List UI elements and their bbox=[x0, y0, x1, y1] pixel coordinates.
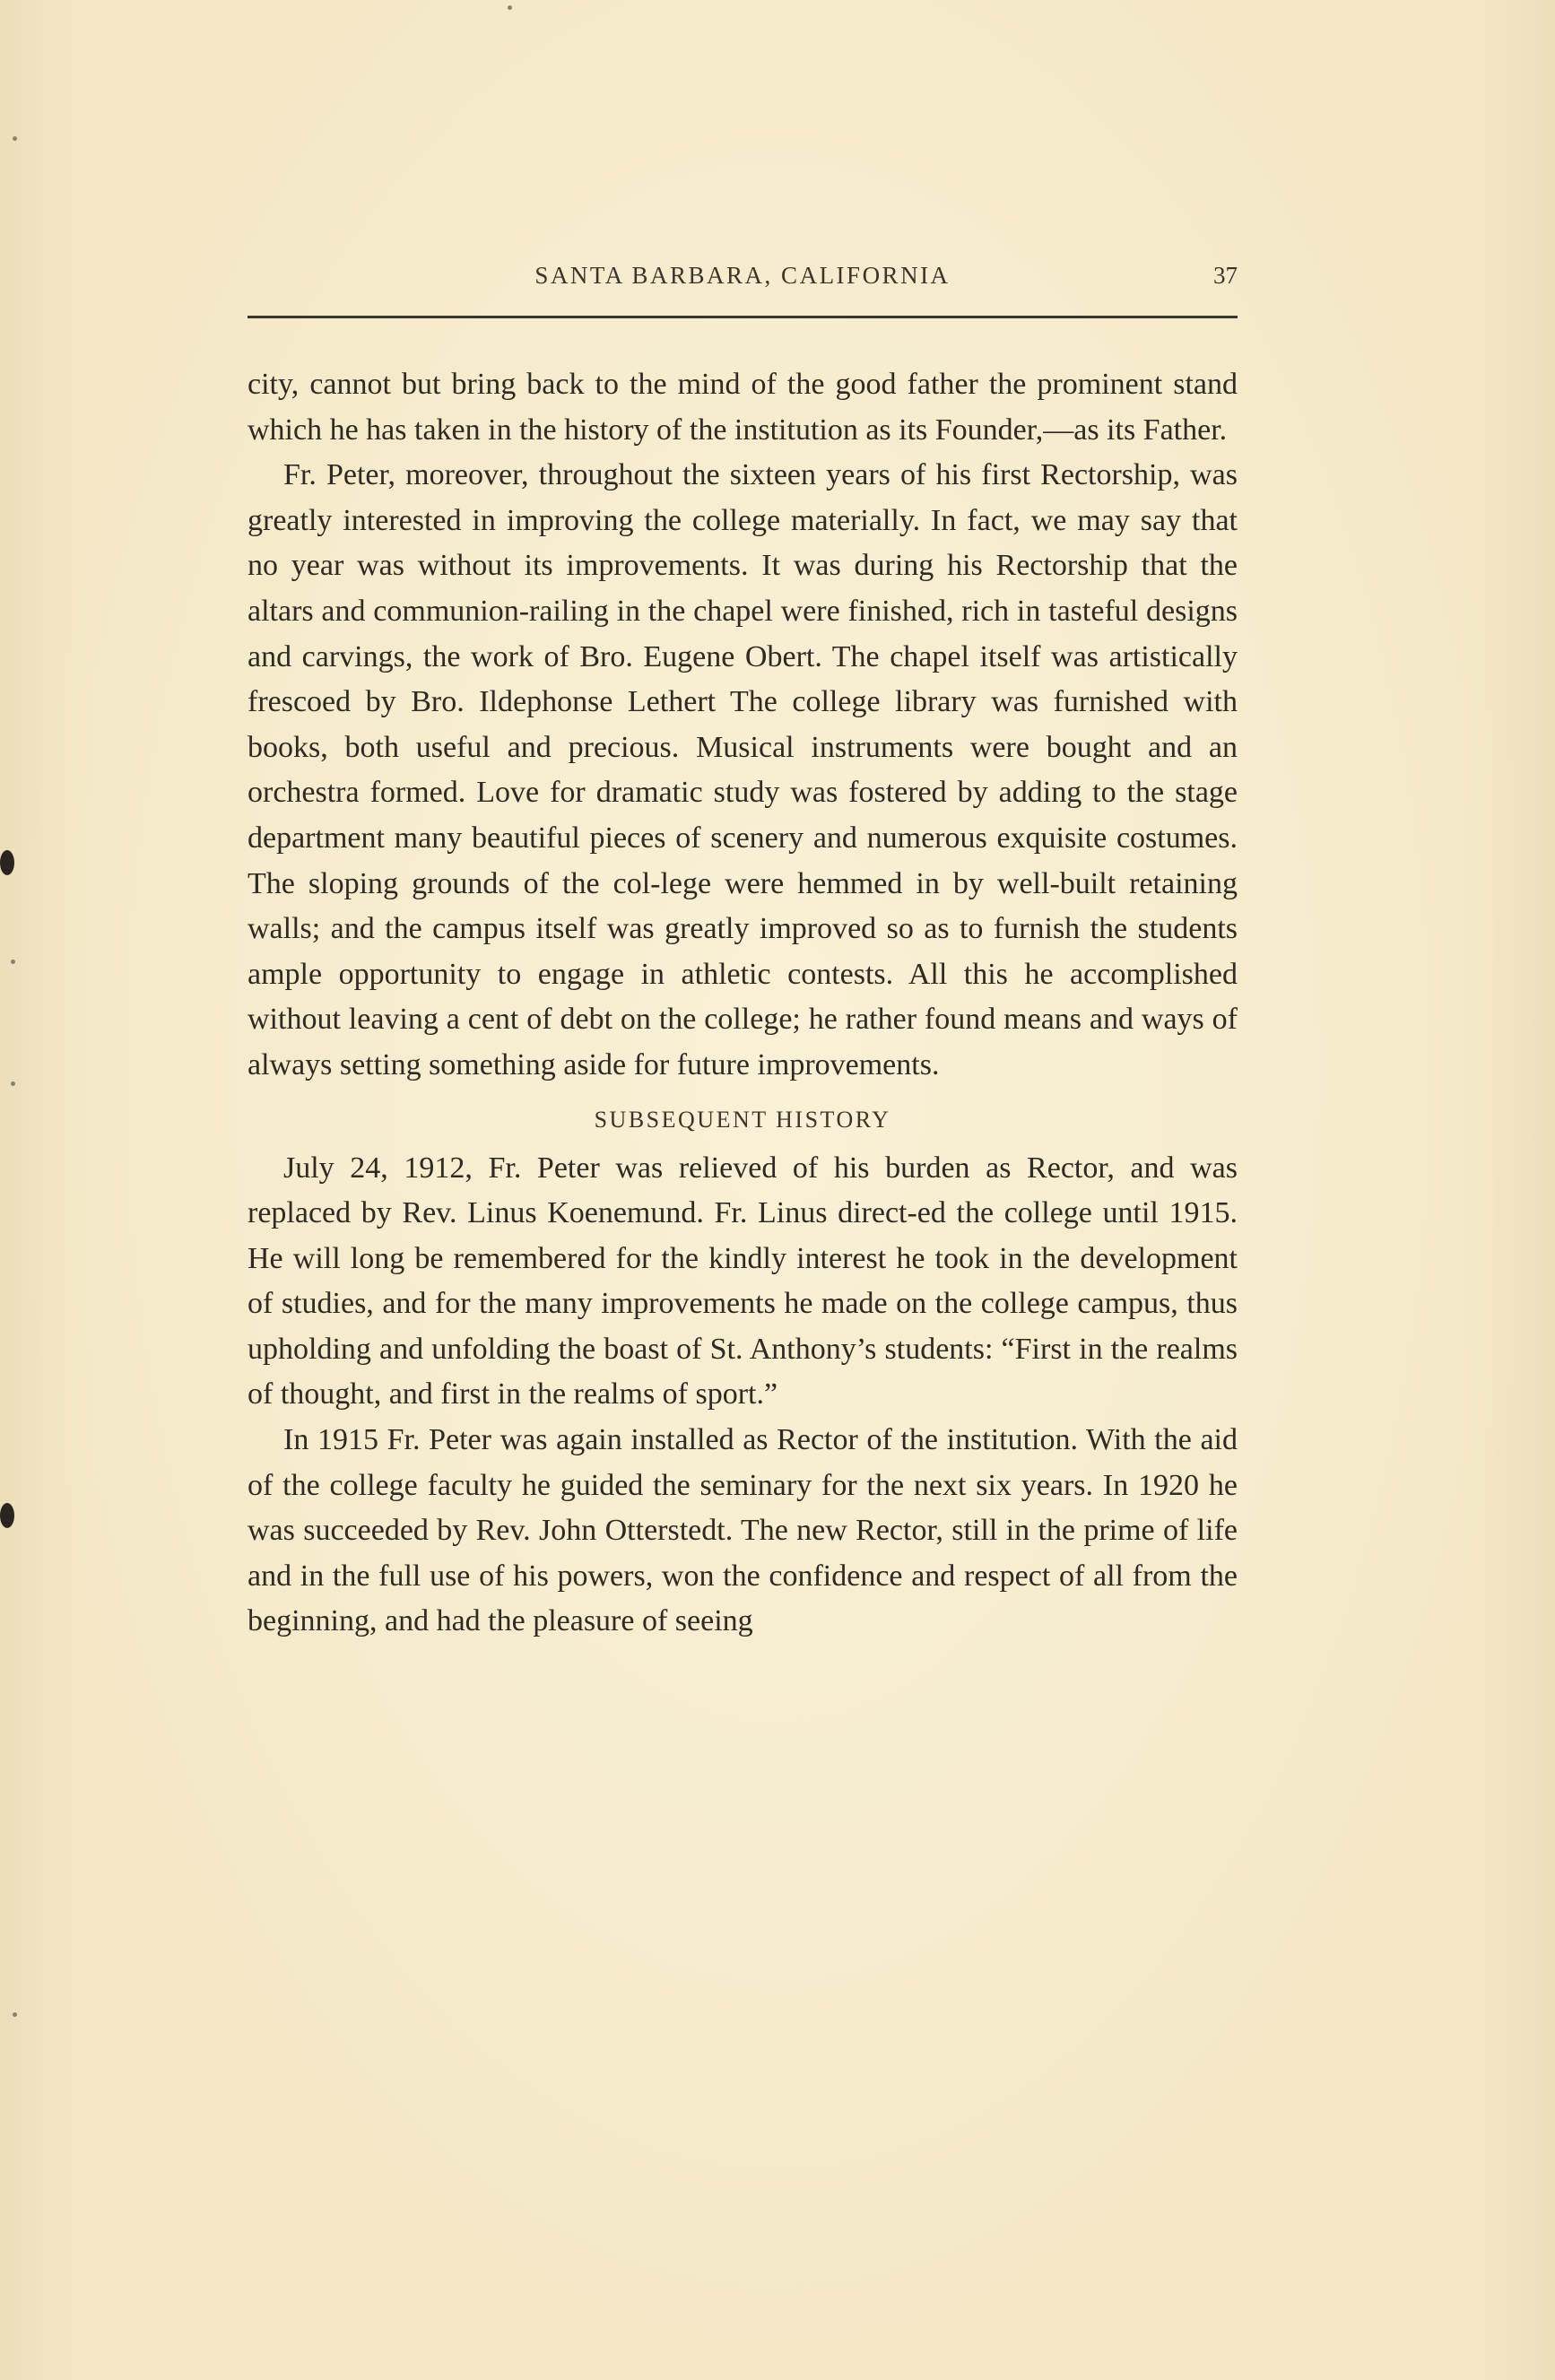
running-head bbox=[248, 262, 1238, 298]
margin-speck bbox=[508, 5, 512, 10]
binding-hole-lower bbox=[0, 1503, 14, 1528]
running-head-title: SANTA BARBARA, CALIFORNIA bbox=[534, 262, 951, 289]
margin-speck bbox=[11, 960, 15, 964]
header-rule bbox=[248, 316, 1238, 318]
binding-hole-upper bbox=[0, 850, 14, 875]
margin-speck bbox=[11, 1081, 15, 1086]
margin-speck bbox=[13, 2012, 17, 2017]
paragraph-continuation: city, cannot but bring back to the mind of the good father the prominent stand which he has taken in the history of the institution as its Founder,—as its Father. bbox=[248, 368, 1238, 447]
paragraph-koenemund: July 24, 1912, Fr. Peter was relieved of his burden as Rector, and was replaced by Rev. Linus Koenemund. Fr. Linus direct-ed the college until 1915. He will long be remembered for the kindly interest he took in the development of studies, and for the many improvements he made on the college campus, thus upholding and unfolding the boast of St. Anthony’s students: “First in the realms of thought, and first in the realms of sport.” bbox=[248, 1151, 1238, 1411]
margin-speck bbox=[13, 136, 17, 141]
paragraph-improvements: Fr. Peter, moreover, throughout the sixteen years of his first Rectorship, was greatly interested in improving the college materially. In fact, we may say that no year was without its improvements. It was during his Rectorship that the altars and communion-railing in the chapel were finished, rich in tasteful designs and carvings, the work of Bro. Eugene Obert. The chapel itself was artistically frescoed by Bro. Ildephonse Lethert The college library was furnished with books, both useful and precious. Musical instruments were bought and an orchestra formed. Love for dramatic study was fostered by adding to the stage department many beautiful pieces of scenery and numerous exquisite costumes. The sloping grounds of the col-lege were hemmed in by well-built retaining walls; and the campus itself was greatly improved so as to furnish the students ample opportunity to engage in athletic contests. All this he accomplished without leaving a cent of debt on the college; he rather found means and ways of always setting something aside for future improvements. bbox=[248, 458, 1238, 1081]
paragraph-otterstedt: In 1915 Fr. Peter was again installed as Rector of the institution. With the aid of the college faculty he guided the seminary for the next six years. In 1920 he was succeeded by Rev. John Otterstedt. The new Rector, still in the prime of life and in the full use of his powers, won the confidence and respect of all from the beginning, and had the pleasure of seeing bbox=[248, 1423, 1238, 1638]
page-number: 37 bbox=[1213, 262, 1238, 289]
body-text bbox=[248, 362, 1238, 1645]
section-heading: SUBSEQUENT HISTORY bbox=[594, 1106, 891, 1133]
